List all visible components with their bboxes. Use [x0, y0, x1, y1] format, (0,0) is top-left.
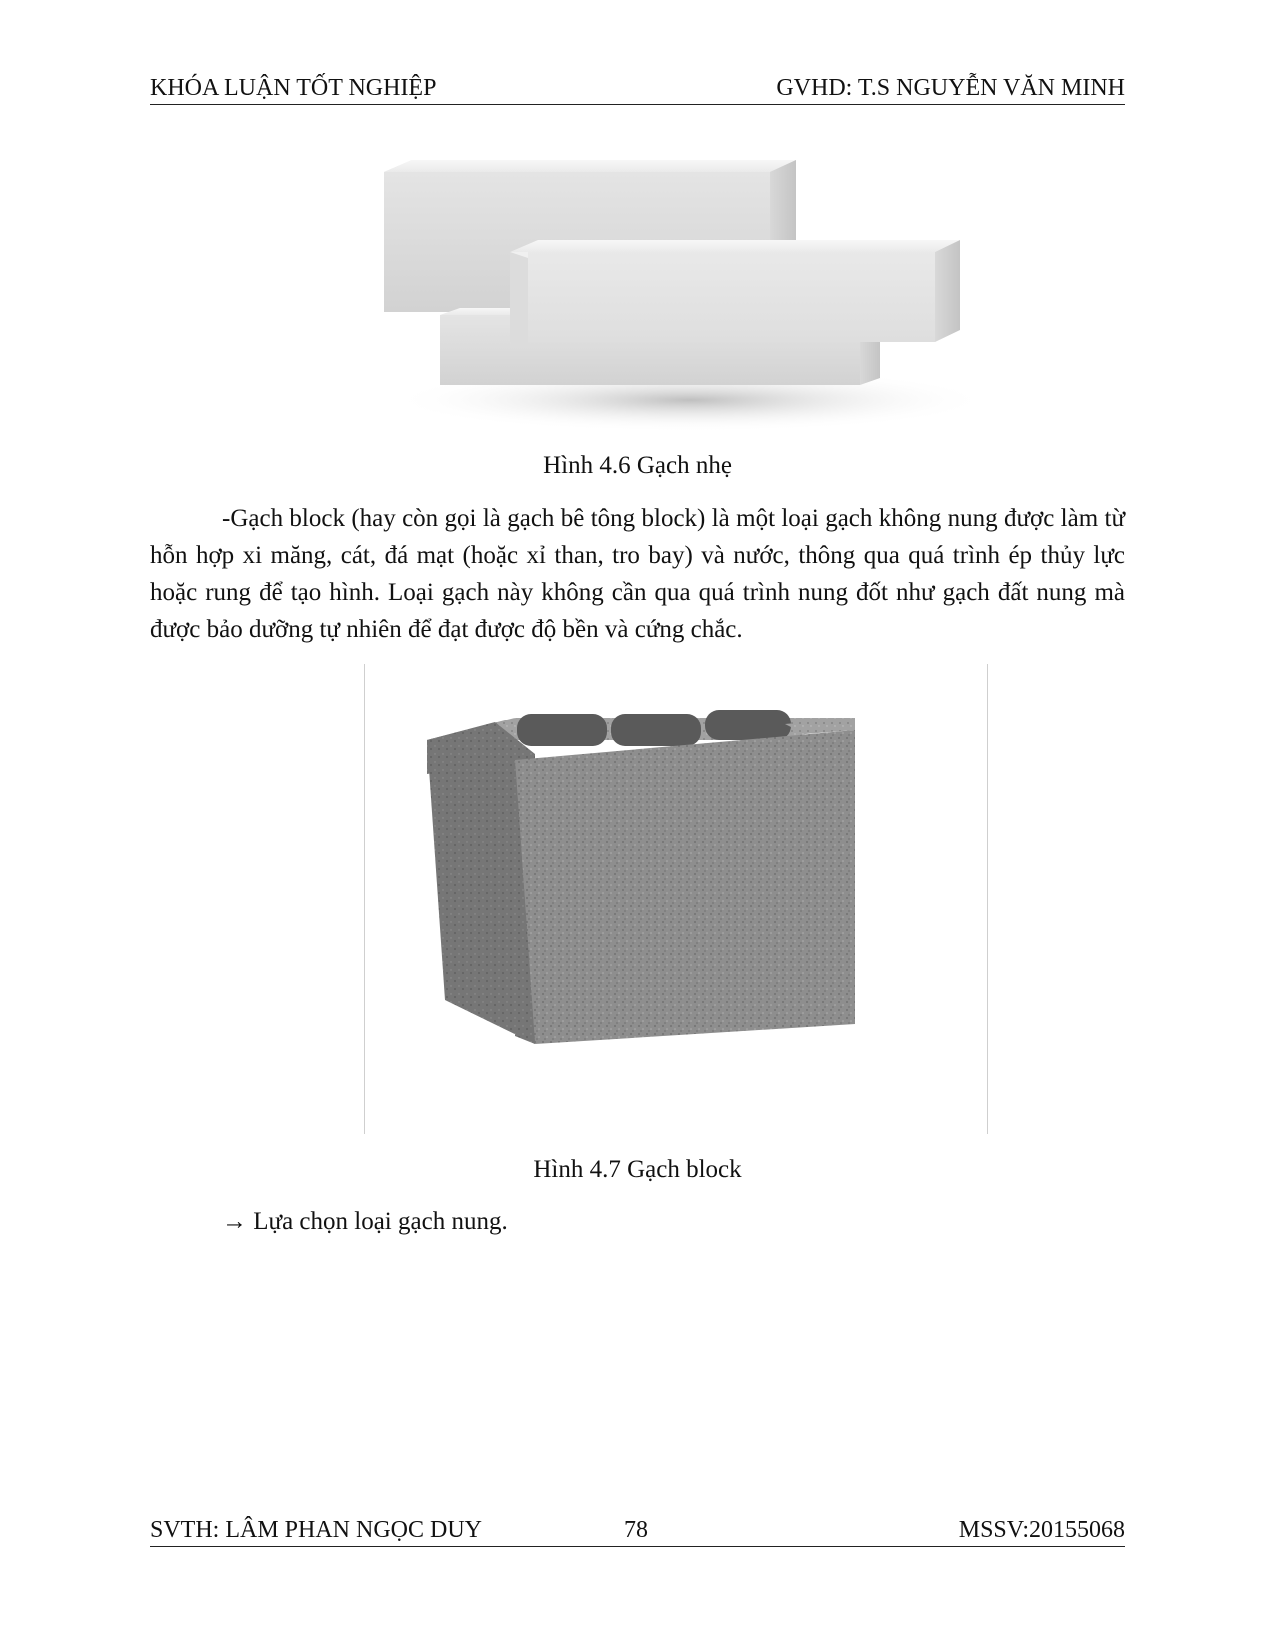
page-number: 78 [624, 1517, 648, 1543]
figure-caption: Hình 4.6 Gạch nhẹ [543, 452, 732, 479]
figure-caption: Hình 4.7 Gạch block [533, 1156, 742, 1183]
conclusion-text: → Lựa chọn loại gạch nung. [222, 1208, 508, 1235]
concrete-block-image [365, 664, 987, 1134]
header-advisor: GVHD: T.S NGUYỄN VĂN MINH [776, 75, 1125, 101]
body-paragraph [150, 500, 1125, 648]
lightweight-bricks-image [360, 160, 1020, 435]
paragraph-text: -Gạch block (hay còn gọi là gạch bê tông block) là một loại gạch không nung được làm từ hỗn hợp xi măng, cát, đá mạt (hoặc xỉ than, tro bay) và nước, thông qua quá trình ép thủy lực hoặc rung để tạo hình. Loại gạch này không cần qua quá trình nung đốt như gạch đất nung mà được bảo dưỡng tự nhiên để đạt được độ bền và cứng chắc. [150, 505, 1125, 643]
page-footer [150, 1516, 1125, 1547]
footer-student-id: MSSV:20155068 [958, 1517, 1125, 1543]
figure-frame [364, 664, 988, 1134]
header-title: KHÓA LUẬN TỐT NGHIỆP [150, 75, 437, 101]
footer-student: SVTH: LÂM PHAN NGỌC DUY [150, 1517, 483, 1543]
page-header [150, 74, 1125, 105]
